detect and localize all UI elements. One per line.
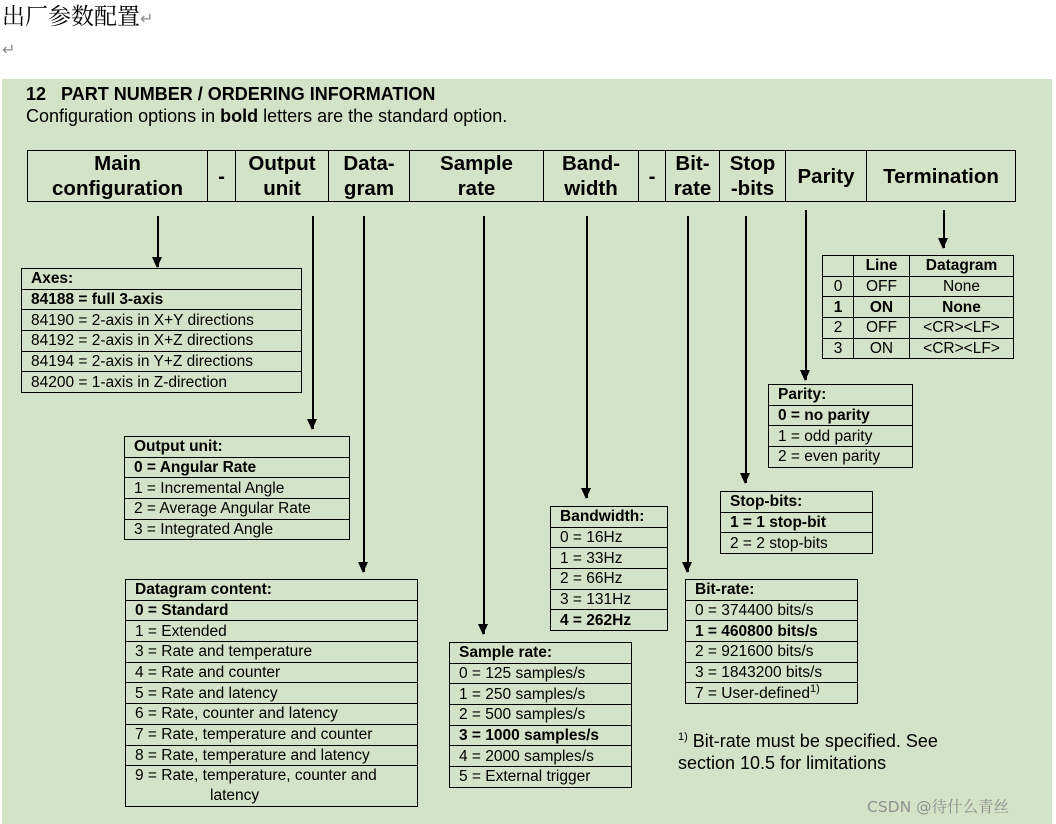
return-mark-icon: ↵ — [140, 9, 154, 28]
table-cell: <CR><LF> — [910, 318, 1014, 339]
table-row — [551, 548, 668, 569]
header-line: Bit- — [675, 152, 710, 175]
table-row — [721, 512, 873, 533]
header-separator — [208, 150, 236, 202]
watermark: CSDN @待什么青丝 — [867, 798, 1010, 816]
footnote-text: Bit-rate must be specified. See — [687, 731, 938, 751]
table-cell: 0 = 374400 bits/s — [686, 600, 858, 621]
axes-table — [21, 268, 302, 393]
table-cell: 2 — [823, 318, 854, 339]
table-cell: 1 = Incremental Angle — [125, 478, 350, 499]
header-bit-rate — [666, 150, 720, 202]
termination-table — [822, 255, 1014, 359]
header-line: Data- — [343, 152, 395, 175]
table-row — [22, 351, 302, 372]
header-line: width — [564, 177, 618, 200]
table-cell: 5 = External trigger — [450, 767, 632, 788]
table-cell — [686, 683, 858, 704]
table-cell: <CR><LF> — [910, 338, 1014, 359]
table-row — [22, 289, 302, 310]
table-cell: 1 = 1 stop-bit — [721, 512, 873, 533]
table-cell-line: 9 = Rate, temperature, counter and — [135, 767, 377, 785]
header-line: Termination — [883, 164, 999, 188]
table-cell: 0 — [823, 276, 854, 297]
table-cell: 2 = 500 samples/s — [450, 705, 632, 726]
section-title: PART NUMBER / ORDERING INFORMATION — [61, 84, 436, 104]
header-line: configuration — [52, 177, 183, 200]
table-row — [126, 766, 418, 807]
table-cell: OFF — [854, 276, 910, 297]
header-main-configuration — [27, 150, 208, 202]
section-heading — [26, 84, 435, 105]
table-cell: 4 = 2000 samples/s — [450, 746, 632, 767]
table-cell: 84190 = 2-axis in X+Y directions — [22, 310, 302, 331]
header-line: gram — [343, 177, 395, 200]
table-cell: 1 = 33Hz — [551, 548, 668, 569]
header-line: - — [218, 164, 225, 188]
table-cell: 2 = even parity — [769, 447, 913, 468]
table-cell: 0 = no parity — [769, 405, 913, 426]
table-title: Datagram content: — [126, 580, 418, 601]
table-cell: 2 = 2 stop-bits — [721, 533, 873, 554]
table-cell: 4 = 262Hz — [551, 610, 668, 631]
table-cell: None — [910, 276, 1014, 297]
stop-bits-table — [720, 491, 873, 554]
table-cell: 0 = Angular Rate — [125, 457, 350, 478]
table-cell: 3 = Integrated Angle — [125, 519, 350, 540]
table-row — [126, 621, 418, 642]
table-row — [721, 533, 873, 554]
table-header-row — [450, 643, 632, 664]
table-title: Parity: — [769, 385, 913, 406]
table-cell: 3 — [823, 338, 854, 359]
subtitle-post: letters are the standard option. — [258, 106, 508, 126]
table-cell: 3 = 1843200 bits/s — [686, 662, 858, 683]
table-row — [551, 610, 668, 631]
arrow-down-icon — [745, 216, 747, 483]
table-cell-line: latency — [210, 787, 260, 805]
table-cell: 1 = odd parity — [769, 426, 913, 447]
table-cell: 1 = 460800 bits/s — [686, 621, 858, 642]
arrow-down-icon — [363, 216, 365, 572]
table-row — [126, 704, 418, 725]
arrow-down-icon — [157, 216, 159, 267]
table-row — [769, 405, 913, 426]
table-cell-text: 7 = User-defined — [695, 684, 811, 702]
arrow-down-icon — [943, 210, 945, 248]
header-line: Output — [248, 152, 316, 175]
table-cell: 4 = Rate and counter — [126, 662, 418, 683]
footnote-marker: 1) — [678, 731, 688, 743]
table-row — [450, 746, 632, 767]
header-line: Stop — [729, 152, 776, 175]
table-row — [125, 499, 350, 520]
table-cell: 84200 = 1-axis in Z-direction — [22, 372, 302, 393]
table-row — [126, 642, 418, 663]
table-row — [686, 600, 858, 621]
header-line: - — [648, 164, 656, 188]
document-title-text: 出厂参数配置 — [2, 4, 140, 30]
header-line: rate — [673, 177, 712, 200]
table-cell: ON — [854, 297, 910, 318]
table-row — [450, 725, 632, 746]
table-cell — [823, 256, 854, 277]
header-line: Sample — [440, 152, 513, 175]
table-row — [125, 457, 350, 478]
table-row — [126, 600, 418, 621]
table-cell: 84194 = 2-axis in Y+Z directions — [22, 351, 302, 372]
table-cell: 84188 = full 3-axis — [22, 289, 302, 310]
table-row — [126, 745, 418, 766]
table-row — [686, 642, 858, 663]
header-line: Parity — [797, 164, 855, 188]
table-cell: 2 = 921600 bits/s — [686, 642, 858, 663]
table-row — [450, 705, 632, 726]
footnote — [678, 730, 938, 774]
table-header-row — [823, 256, 1014, 277]
table-row — [450, 767, 632, 788]
table-header-row — [22, 269, 302, 290]
arrow-down-icon — [586, 216, 588, 498]
arrow-down-icon — [805, 210, 807, 380]
return-mark-icon: ↵ — [2, 40, 16, 59]
table-row — [686, 621, 858, 642]
section-number: 12 — [26, 84, 47, 104]
table-row — [551, 589, 668, 610]
table-row — [769, 447, 913, 468]
table-cell: 5 = Rate and latency — [126, 683, 418, 704]
table-row — [551, 569, 668, 590]
table-cell: 0 = Standard — [126, 600, 418, 621]
table-header-row — [126, 580, 418, 601]
header-sample-rate — [410, 150, 544, 202]
header-termination — [867, 150, 1016, 202]
table-row — [450, 684, 632, 705]
table-cell: 1 = 250 samples/s — [450, 684, 632, 705]
table-title: Bandwidth: — [551, 507, 668, 528]
table-row — [686, 662, 858, 683]
header-line: unit — [263, 177, 301, 200]
header-line: Band- — [561, 152, 621, 175]
table-cell: 6 = Rate, counter and latency — [126, 704, 418, 725]
table-title: Sample rate: — [450, 643, 632, 664]
table-row — [125, 519, 350, 540]
table-title: Bit-rate: — [686, 580, 858, 601]
table-row — [22, 372, 302, 393]
footnote-marker: 1) — [810, 682, 820, 695]
table-row — [22, 310, 302, 331]
bit-rate-table — [685, 579, 858, 704]
header-stop-bits — [720, 150, 786, 202]
table-row — [450, 663, 632, 684]
header-line: -bits — [730, 177, 775, 200]
table-cell: 2 = 66Hz — [551, 569, 668, 590]
header-line: Main — [94, 152, 141, 175]
table-row — [126, 724, 418, 745]
footnote-line: section 10.5 for limitations — [678, 753, 887, 773]
table-row — [823, 276, 1014, 297]
table-cell: OFF — [854, 318, 910, 339]
table-row — [823, 338, 1014, 359]
table-title: Output unit: — [125, 437, 350, 458]
table-row — [22, 331, 302, 352]
table-row — [551, 527, 668, 548]
table-cell: 1 = Extended — [126, 621, 418, 642]
subtitle-bold: bold — [220, 106, 259, 126]
table-cell: Datagram — [910, 256, 1014, 277]
footnote-line — [678, 730, 938, 752]
table-header-row — [686, 580, 858, 601]
table-row — [125, 478, 350, 499]
table-row — [126, 662, 418, 683]
bandwidth-table — [550, 506, 668, 631]
header-output-unit — [236, 150, 329, 202]
arrow-down-icon — [312, 216, 314, 429]
table-title: Axes: — [22, 269, 302, 290]
table-cell: 2 = Average Angular Rate — [125, 499, 350, 520]
datagram-table — [125, 579, 418, 807]
arrow-down-icon — [483, 216, 485, 634]
header-datagram — [329, 150, 410, 202]
table-title: Stop-bits: — [721, 492, 873, 513]
table-header-row — [769, 385, 913, 406]
table-cell: 0 = 16Hz — [551, 527, 668, 548]
header-parity — [786, 150, 867, 202]
table-cell: 3 = 1000 samples/s — [450, 725, 632, 746]
table-header-row — [551, 507, 668, 528]
table-cell: None — [910, 297, 1014, 318]
table-row — [823, 318, 1014, 339]
table-cell: 3 = 131Hz — [551, 589, 668, 610]
arrow-down-icon — [687, 216, 689, 572]
table-cell: Line — [854, 256, 910, 277]
subtitle-pre: Configuration options in — [26, 106, 221, 126]
table-header-row — [125, 437, 350, 458]
table-row — [823, 297, 1014, 318]
table-row — [686, 683, 858, 704]
table-cell: ON — [854, 338, 910, 359]
table-cell: 3 = Rate and temperature — [126, 642, 418, 663]
table-cell — [126, 766, 418, 807]
sample-rate-table — [449, 642, 632, 788]
table-cell: 0 = 125 samples/s — [450, 663, 632, 684]
section-subtitle — [26, 106, 507, 127]
table-row — [769, 426, 913, 447]
table-cell: 8 = Rate, temperature and latency — [126, 745, 418, 766]
output-unit-table — [124, 436, 350, 540]
table-cell: 1 — [823, 297, 854, 318]
parity-table — [768, 384, 913, 468]
table-cell: 7 = Rate, temperature and counter — [126, 724, 418, 745]
header-line: rate — [457, 177, 496, 200]
table-cell: 84192 = 2-axis in X+Z directions — [22, 331, 302, 352]
table-row — [126, 683, 418, 704]
header-separator — [639, 150, 666, 202]
document-title — [2, 0, 153, 31]
table-header-row — [721, 492, 873, 513]
header-bandwidth — [544, 150, 639, 202]
